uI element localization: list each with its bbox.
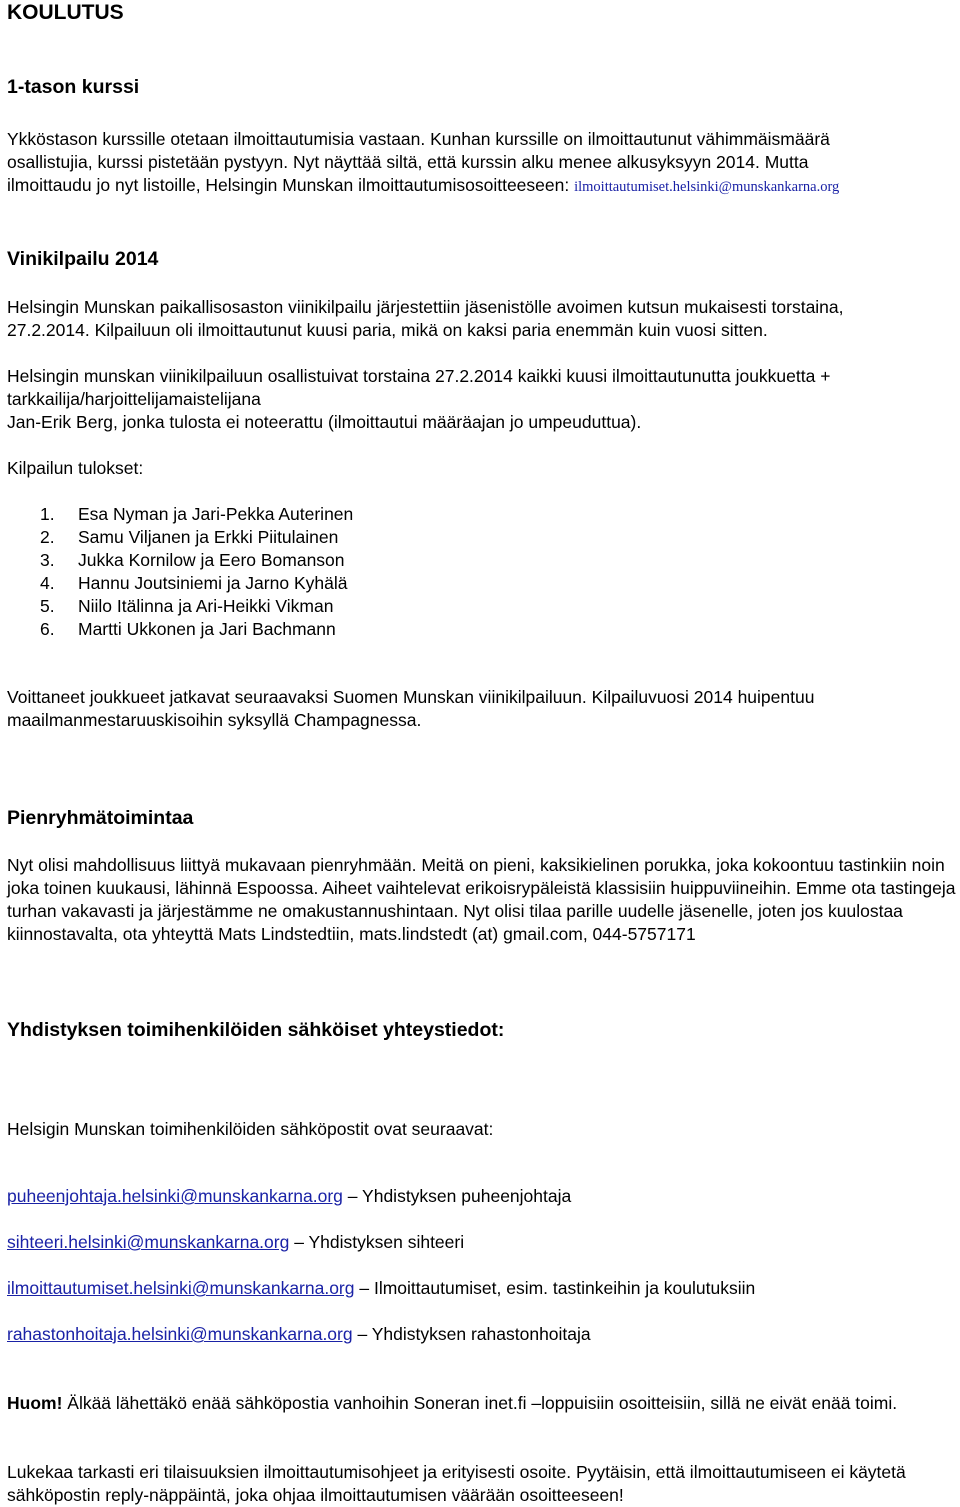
result-team: Martti Ukkonen ja Jari Bachmann bbox=[78, 619, 336, 639]
course-text-line-1: Ykköstason kurssille otetaan ilmoittautumisia vastaan. Kunhan kurssille on ilmoittautunut vähimmäismäärä bbox=[7, 129, 830, 149]
contacts-heading: Yhdistyksen toimihenkilöiden sähköiset yhteystiedot: bbox=[7, 1019, 505, 1041]
course-text-line-3 bbox=[7, 174, 839, 199]
footer-paragraph: Lukekaa tarkasti eri tilaisuuksien ilmoittautumisohjeet ja erityisesti osoite. Pyytäisin, että ilmoittautumiseen ei käytetä sähköpostin reply-näppäintä, joka ohjaa ilmoittautumisen väärään osoitteeseen! bbox=[7, 1462, 906, 1505]
course-text-line-3-text: ilmoittaudu jo nyt listoille, Helsingin Munskan ilmoittautumisosoitteeseen: bbox=[7, 175, 575, 195]
result-rank: 1. bbox=[40, 504, 55, 524]
result-team: Samu Viljanen ja Erkki Piitulainen bbox=[78, 527, 339, 547]
result-rank: 3. bbox=[40, 550, 55, 570]
notice-label: Huom! bbox=[7, 1393, 63, 1413]
contact-row-chair bbox=[7, 1185, 571, 1208]
result-rank: 2. bbox=[40, 527, 55, 547]
contact-row-secretary bbox=[7, 1231, 464, 1254]
contact-role: – Yhdistyksen puheenjohtaja bbox=[342, 1186, 572, 1206]
contact-role: – Ilmoittautumiset, esim. tastinkeihin ja koulutuksiin bbox=[354, 1278, 756, 1298]
page-title: KOULUTUS bbox=[7, 1, 124, 24]
course-heading: 1-tason kurssi bbox=[7, 76, 140, 98]
smallgroup-heading: Pienryhmätoimintaa bbox=[7, 807, 194, 829]
result-team: Esa Nyman ja Jari-Pekka Auterinen bbox=[78, 504, 354, 524]
contact-role: – Yhdistyksen rahastonhoitaja bbox=[352, 1324, 591, 1344]
contact-row-treasurer bbox=[7, 1323, 591, 1346]
competition-heading: Vinikilpailu 2014 bbox=[7, 248, 159, 270]
treasurer-email-link[interactable]: rahastonhoitaja.helsinki@munskankarna.org bbox=[7, 1324, 353, 1344]
signups-email-link[interactable]: ilmoittautumiset.helsinki@munskankarna.org bbox=[7, 1278, 355, 1298]
result-team: Niilo Itälinna ja Ari-Heikki Vikman bbox=[78, 596, 334, 616]
course-text-line-2: osallistujia, kurssi pistetään pystyyn. Nyt näyttää siltä, että kurssin alku menee alkusyksyyn 2014. Mutta bbox=[7, 152, 809, 172]
contact-row-signups bbox=[7, 1277, 755, 1300]
result-rank: 5. bbox=[40, 596, 55, 616]
chair-email-link[interactable]: puheenjohtaja.helsinki@munskankarna.org bbox=[7, 1186, 343, 1206]
competition-para-2-line-2: tarkkailija/harjoittelijamaistelijana bbox=[7, 389, 261, 409]
result-team: Hannu Joutsiniemi ja Jarno Kyhälä bbox=[78, 573, 348, 593]
smallgroup-text: Nyt olisi mahdollisuus liittyä mukavaan pienryhmään. Meitä on pieni, kaksikielinen porukka, joka kokoontuu tastinkiin noin joka toinen kuukausi, lähinnä Espoossa. Aiheet vaihtelevat erikoisrypäleistä klassisiin huippuviineihin. Emme ota tastingeja turhan vakavasti ja järjestämme ne omakustannushintaan. Nyt olisi tilaa parille uudelle jäsenelle, joten jos kuulostaa kiinnostavalta, ota yhteyttä Mats Lindstedtiin, mats.lindstedt (at) gmail.com, 044-5757171 bbox=[7, 855, 956, 944]
notice-text: Älkää lähettäkö enää sähköpostia vanhoihin Soneran inet.fi –loppuisiin osoitteisiin, sillä ne eivät enää toimi. bbox=[62, 1393, 898, 1413]
closing-line-2: maailmanmestaruuskisoihin syksyllä Champagnessa. bbox=[7, 710, 422, 730]
secretary-email-link[interactable]: sihteeri.helsinki@munskankarna.org bbox=[7, 1232, 290, 1252]
contact-role: – Yhdistyksen sihteeri bbox=[289, 1232, 465, 1252]
result-rank: 4. bbox=[40, 573, 55, 593]
result-team: Jukka Kornilow ja Eero Bomanson bbox=[78, 550, 345, 570]
course-signup-email: ilmoittautumiset.helsinki@munskankarna.org bbox=[574, 179, 840, 195]
competition-para-2-line-1: Helsingin munskan viinikilpailuun osallistuivat torstaina 27.2.2014 kaikki kuusi ilmoittautunutta joukkuetta + bbox=[7, 366, 831, 386]
results-heading: Kilpailun tulokset: bbox=[7, 458, 144, 478]
competition-para-2-line-3: Jan-Erik Berg, jonka tulosta ei noteerattu (ilmoittautui määräajan jo umpeuduttua). bbox=[7, 412, 642, 432]
result-rank: 6. bbox=[40, 619, 55, 639]
contacts-intro: Helsigin Munskan toimihenkilöiden sähköpostit ovat seuraavat: bbox=[7, 1119, 494, 1139]
notice-paragraph bbox=[7, 1392, 959, 1415]
closing-line-1: Voittaneet joukkueet jatkavat seuraavaksi Suomen Munskan viinikilpailuun. Kilpailuvuosi 2014 huipentuu bbox=[7, 687, 815, 707]
competition-para-1-line-2: 27.2.2014. Kilpailuun oli ilmoittautunut kuusi paria, mikä on kaksi paria enemmän kuin vuosi sitten. bbox=[7, 320, 768, 340]
competition-para-1-line-1: Helsingin Munskan paikallisosaston viinikilpailu järjestettiin jäsenistölle avoimen kutsun mukaisesti torstaina, bbox=[7, 297, 844, 317]
